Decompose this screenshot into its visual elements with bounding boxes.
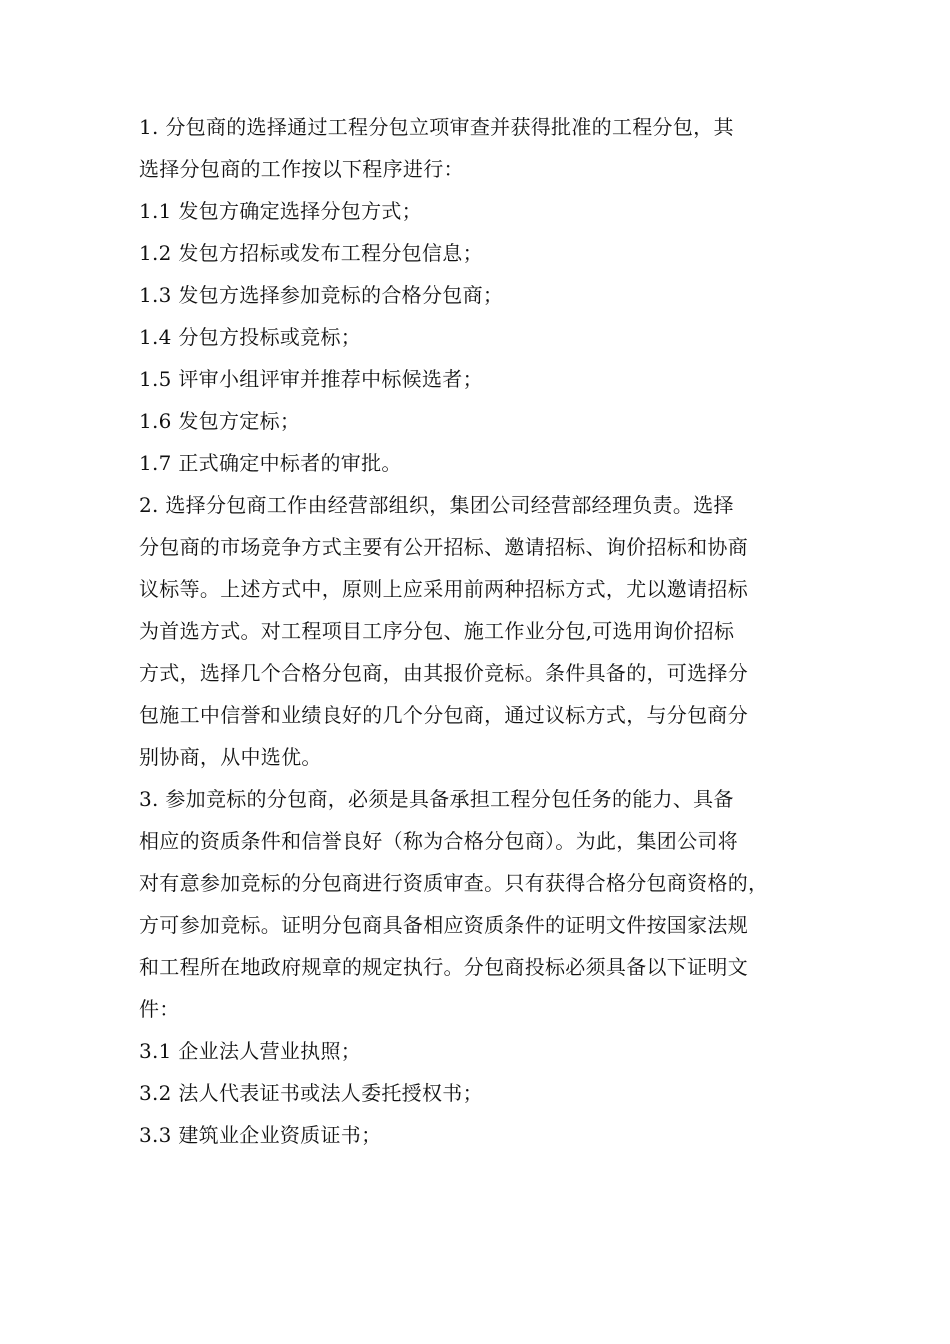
text-line: 1.6 发包方定标；: [139, 409, 301, 433]
text-line: 件：: [139, 997, 180, 1021]
text-line: 方可参加竞标。证明分包商具备相应资质条件的证明文件按国家法规: [139, 913, 748, 937]
text-line: 1.1 发包方确定选择分包方式；: [139, 199, 422, 223]
text-line: 别协商，从中选优。: [139, 745, 322, 769]
text-line: 2. 选择分包商工作由经营部组织，集团公司经营部经理负责。选择: [139, 493, 734, 517]
text-line: 相应的资质条件和信誉良好（称为合格分包商）。为此，集团公司将: [139, 829, 738, 853]
text-line: 3. 参加竞标的分包商，必须是具备承担工程分包任务的能力、具备: [139, 787, 734, 811]
text-line: 1.4 分包方投标或竞标；: [139, 325, 362, 349]
text-line: 3.3 建筑业企业资质证书；: [139, 1123, 382, 1147]
text-line: 1. 分包商的选择通过工程分包立项审查并获得批准的工程分包，其: [139, 115, 734, 139]
text-line: 方式，选择几个合格分包商，由其报价竞标。条件具备的，可选择分: [139, 661, 748, 685]
text-line: 1.5 评审小组评审并推荐中标候选者；: [139, 367, 483, 391]
document-body: [139, 106, 819, 1156]
text-line: 包施工中信誉和业绩良好的几个分包商，通过议标方式，与分包商分: [139, 703, 748, 727]
text-line: 1.2 发包方招标或发布工程分包信息；: [139, 241, 483, 265]
text-line: 对有意参加竞标的分包商进行资质审查。只有获得合格分包商资格的，: [139, 871, 769, 895]
text-line: 和工程所在地政府规章的规定执行。分包商投标必须具备以下证明文: [139, 955, 748, 979]
text-line: 3.1 企业法人营业执照；: [139, 1039, 362, 1063]
text-line: 为首选方式。对工程项目工序分包、施工作业分包,可选用询价招标: [139, 619, 735, 643]
text-line: 3.2 法人代表证书或法人委托授权书；: [139, 1081, 483, 1105]
text-line: 1.3 发包方选择参加竞标的合格分包商；: [139, 283, 504, 307]
text-line: 分包商的市场竞争方式主要有公开招标、邀请招标、询价招标和协商: [139, 535, 748, 559]
text-line: 选择分包商的工作按以下程序进行：: [139, 157, 464, 181]
text-line: 议标等。上述方式中，原则上应采用前两种招标方式，尤以邀请招标: [139, 577, 748, 601]
text-line: 1.7 正式确定中标者的审批。: [139, 451, 402, 475]
